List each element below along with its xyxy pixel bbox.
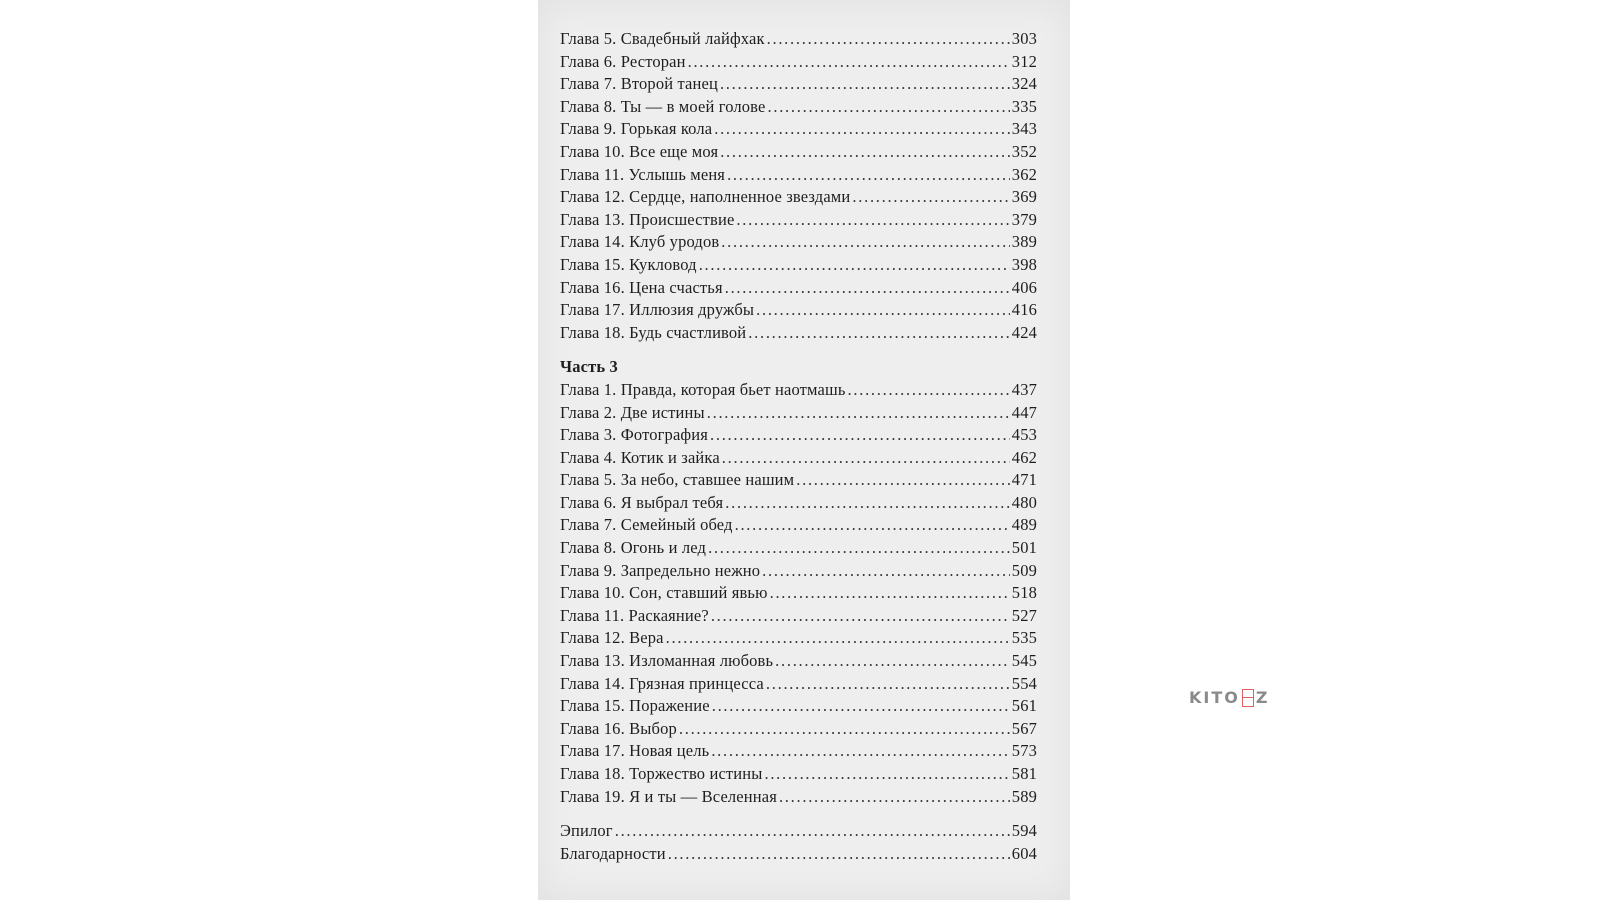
dot-leader [796,469,1010,492]
dot-leader [736,209,1009,232]
toc-entry [560,786,1037,809]
dot-leader [712,695,1010,718]
dot-leader [711,605,1010,628]
toc-entry [560,582,1037,605]
toc-entry-page-number: 324 [1011,74,1037,94]
toc-entry [560,469,1037,492]
part-3-chapter-list [560,379,1037,808]
toc-entry [560,118,1037,141]
dot-leader [764,763,1009,786]
toc-entry-page-number: 362 [1011,164,1037,184]
toc-entry-title: Глава 2. Две истины [560,402,705,422]
toc-entry-title: Глава 9. Запредельно нежно [560,560,761,580]
toc-entry-page-number: 561 [1011,696,1037,716]
toc-entry-page-number: 343 [1011,119,1037,139]
toc-entry-title: Глава 16. Выбор [560,718,677,738]
toc-entry-title: Глава 14. Клуб уродов [560,232,720,252]
table-of-contents [560,28,1037,865]
toc-entry-title: Глава 10. Все еще моя [560,141,719,161]
part-3-heading: Часть 3 [560,357,618,377]
dot-leader [722,447,1010,470]
dot-leader [710,424,1010,447]
toc-entry-title: Глава 18. Торжество истины [560,764,763,783]
dot-leader [727,164,1010,187]
toc-entry-page-number: 389 [1011,232,1037,252]
toc-entry [560,820,1037,843]
toc-entry-title: Глава 7. Семейный обед [560,515,733,535]
dot-leader [688,51,1010,74]
back-matter-list [560,820,1037,865]
toc-entry [560,402,1037,425]
toc-entry [560,447,1037,470]
toc-entry-page-number: 335 [1011,96,1037,116]
toc-entry-title: Глава 16. Цена счастья [560,277,723,297]
dot-leader [615,820,1010,843]
toc-entry-title: Благодарности [560,843,666,863]
toc-entry [560,514,1037,537]
toc-entry-title: Глава 12. Сердце, наполненное звездами [560,187,851,207]
dot-leader [735,514,1010,537]
toc-entry-title: Глава 11. Услышь меня [560,164,726,184]
toc-entry [560,299,1037,322]
toc-entry [560,73,1037,96]
toc-entry [560,379,1037,402]
book-page [538,0,1070,900]
toc-entry [560,96,1037,119]
dot-leader [711,740,1009,763]
dot-leader [679,718,1010,741]
toc-entry [560,492,1037,515]
dot-leader [708,537,1010,560]
toc-entry-page-number: 416 [1011,300,1037,320]
dot-leader [748,322,1010,345]
dot-leader [725,277,1010,300]
toc-entry-title: Глава 18. Будь счастливой [560,322,747,342]
kitobz-watermark [1189,688,1269,707]
toc-entry-page-number: 509 [1011,560,1037,580]
dot-leader [666,627,1010,650]
toc-entry-page-number: 581 [1011,764,1037,783]
toc-entry-title: Глава 11. Раскаяние? [560,605,709,625]
toc-entry-page-number: 303 [1011,29,1037,48]
dot-leader [714,118,1010,141]
toc-entry-page-number: 471 [1011,470,1037,490]
toc-entry-page-number: 573 [1011,741,1037,761]
toc-entry-title: Глава 5. Свадебный лайфхак [560,29,765,48]
toc-entry-page-number: 489 [1011,515,1037,535]
toc-entry-page-number: 312 [1011,51,1037,71]
toc-entry-page-number: 535 [1011,628,1037,648]
dot-leader [707,402,1010,425]
dot-leader [848,379,1010,402]
toc-entry [560,627,1037,650]
dot-leader [756,299,1010,322]
toc-entry-page-number: 406 [1011,277,1037,297]
toc-entry-title: Глава 6. Я выбрал тебя [560,492,724,512]
toc-entry-page-number: 462 [1011,447,1037,467]
watermark-text-right: Z [1255,688,1270,707]
toc-entry-page-number: 447 [1011,402,1037,422]
toc-entry [560,186,1037,209]
dot-leader [775,650,1010,673]
toc-entry-page-number: 545 [1011,651,1037,671]
toc-entry [560,51,1037,74]
toc-entry [560,164,1037,187]
toc-entry [560,740,1037,763]
dot-leader [720,73,1010,96]
toc-entry-title: Глава 14. Грязная принцесса [560,673,764,693]
toc-entry [560,209,1037,232]
toc-entry-page-number: 437 [1011,379,1037,399]
toc-entry [560,537,1037,560]
dot-leader [668,843,1010,866]
toc-entry-page-number: 453 [1011,425,1037,445]
toc-entry-title: Глава 6. Ресторан [560,51,686,71]
dot-leader [768,96,1010,119]
toc-entry-title: Глава 19. Я и ты — Вселенная [560,786,777,806]
toc-entry [560,28,1037,51]
toc-entry [560,718,1037,741]
watermark-b-logo-icon [1242,689,1254,707]
toc-entry-page-number: 589 [1011,786,1037,806]
toc-entry-title: Глава 10. Сон, ставший явью [560,583,768,603]
dot-leader [721,231,1010,254]
toc-entry [560,322,1037,345]
toc-entry-title: Глава 7. Второй танец [560,74,718,94]
part-2-chapter-list [560,28,1037,344]
toc-entry [560,277,1037,300]
toc-entry-page-number: 398 [1011,254,1037,274]
toc-entry [560,254,1037,277]
toc-entry-title: Глава 9. Горькая кола [560,119,713,139]
toc-entry-title: Глава 15. Поражение [560,696,710,716]
toc-entry-page-number: 424 [1011,322,1037,342]
toc-entry-title: Глава 17. Новая цель [560,741,710,761]
toc-entry-page-number: 480 [1011,492,1037,512]
toc-entry-title: Глава 5. За небо, ставшее нашим [560,470,795,490]
dot-leader [766,673,1010,696]
toc-entry [560,650,1037,673]
toc-entry-title: Глава 13. Изломанная любовь [560,651,774,671]
dot-leader [699,254,1010,277]
toc-entry [560,763,1037,786]
toc-entry-title: Глава 8. Ты — в моей голове [560,96,766,116]
toc-entry-title: Глава 8. Огонь и лед [560,538,707,558]
toc-entry-page-number: 567 [1011,718,1037,738]
dot-leader [767,28,1010,51]
toc-entry-title: Глава 3. Фотография [560,425,708,445]
toc-entry-title: Глава 1. Правда, которая бьет наотмашь [560,379,846,399]
toc-entry-page-number: 594 [1011,821,1037,841]
dot-leader [725,492,1010,515]
dot-leader [779,786,1010,809]
toc-entry-page-number: 518 [1011,583,1037,603]
toc-entry-page-number: 554 [1011,673,1037,693]
toc-entry [560,141,1037,164]
toc-entry-page-number: 501 [1011,538,1037,558]
toc-entry [560,843,1037,866]
toc-entry-title: Глава 17. Иллюзия дружбы [560,300,755,320]
dot-leader [720,141,1010,164]
toc-entry [560,695,1037,718]
toc-entry-title: Глава 13. Происшествие [560,209,735,229]
toc-entry-page-number: 352 [1011,141,1037,161]
toc-entry-page-number: 379 [1011,209,1037,229]
toc-entry [560,560,1037,583]
dot-leader [770,582,1010,605]
dot-leader [852,186,1009,209]
toc-entry [560,673,1037,696]
toc-entry [560,231,1037,254]
toc-entry-title: Глава 15. Кукловод [560,254,697,274]
toc-entry-title: Эпилог [560,821,613,841]
toc-entry [560,424,1037,447]
toc-entry [560,605,1037,628]
watermark-text-left: KITO [1189,688,1240,707]
toc-entry-title: Глава 12. Вера [560,628,664,648]
dot-leader [762,560,1010,583]
toc-entry-title: Глава 4. Котик и зайка [560,447,720,467]
toc-entry-page-number: 527 [1011,605,1037,625]
toc-entry-page-number: 369 [1011,187,1037,207]
toc-entry-page-number: 604 [1011,843,1037,863]
